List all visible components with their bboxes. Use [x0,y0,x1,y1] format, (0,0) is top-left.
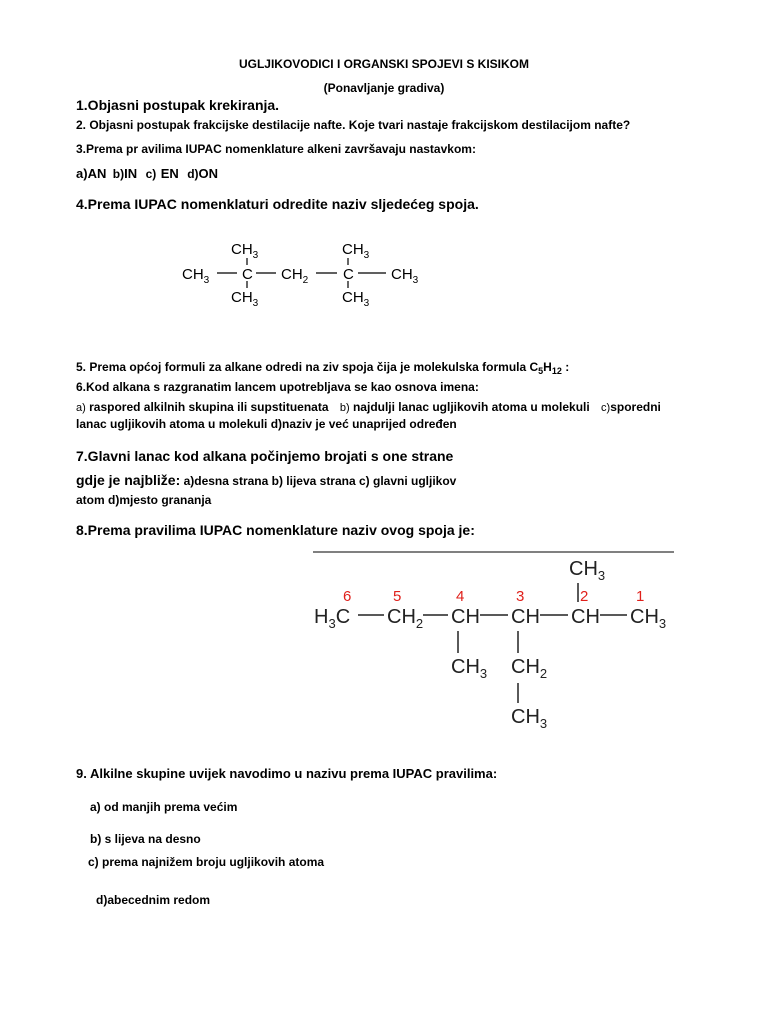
structure-2-ch-4: CH [451,606,480,628]
question-7-options: a)desna strana b) lijeva strana c) glavni ugljikov [180,474,457,488]
structure-1-left-ch3: $CH_3$ [182,266,210,286]
q3-option-c: EN [160,166,179,181]
q5-colon: : [561,360,570,374]
question-1: 1.Objasni postupak krekiranja. [76,97,280,113]
q9-option-b: b) s lijeva na desno [90,832,201,846]
q3-option-b-prefix: b) [112,167,125,181]
structure-2-ch-3: CH [511,606,540,628]
structure-2-h3c: $H_3C$ [314,606,351,631]
question-8: 8.Prema pravilima IUPAC nomenklature naziv ovog spoja je: [76,522,475,538]
carbon-number-2: 2 [580,588,589,605]
q9-option-a: a) od manjih prema većim [90,800,238,814]
structure-1-right-ch3: $CH_3$ [391,266,419,286]
q3-option-d-prefix: d) [187,167,199,181]
carbon-number-1: 1 [636,588,645,605]
question-3-options [76,165,218,183]
question-6-options-line1 [76,400,661,414]
q5-subscript-12: 12 [551,366,562,376]
q9-option-c: c) prema najnižem broju ugljikovih atoma [88,855,325,869]
page-subtitle: (Ponavljanje gradiva) [323,81,445,95]
question-6-options-line2: lanac ugljikovih atoma u molekuli d)naziv je već unaprijed određen [76,417,457,431]
question-7-line3: atom d)mjesto grananja [76,493,212,507]
structure-2-branch-ch3-end: $CH_3$ [511,706,548,730]
structure-2-ch3-end: $CH_3$ [630,606,667,631]
structure-1-ch2: $CH_2$ [281,266,309,286]
q3-option-a: AN [87,166,107,181]
q5-h: H [543,360,552,374]
structure-2-branch-ch2: $CH_2$ [511,656,548,681]
carbon-number-5: 5 [393,588,402,605]
structure-2-ch2: $CH_2$ [387,606,424,631]
carbon-number-3: 3 [516,588,525,605]
page-title: UGLJIKOVODICI I ORGANSKI SPOJEVI S KISIKOM [238,57,530,71]
question-5 [76,360,569,376]
structure-1-c-right: C [343,266,354,283]
structure-2-top-ch3: $CH_3$ [569,558,606,583]
question-2: 2. Objasni postupak frakcijske destilacije nafte. Koje tvari nastaje frakcijskom destilacijom nafte? [76,118,631,132]
structure-diagram-1 [170,236,430,312]
structure-1-bottom-left-ch3: $CH_3$ [231,289,259,309]
structure-1-c-left: C [242,266,253,283]
structure-1-top-right-ch3: $CH_3$ [342,241,370,261]
q3-option-b: IN [124,166,138,181]
q6-option-a: raspored alkilnih skupina ili supstituenata [85,400,329,414]
question-4: 4.Prema IUPAC nomenklaturi odredite naziv sljedećeg spoja. [76,196,479,212]
question-7-line1: 7.Glavni lanac kod alkana počinjemo brojati s one strane [76,448,454,464]
structure-diagram-2 [300,545,680,730]
question-9: 9. Alkilne skupine uvijek navodimo u nazivu prema IUPAC pravilima: [76,766,498,781]
question-7-line2 [76,472,456,490]
q3-option-a-prefix: a) [76,166,88,181]
question-6: 6.Kod alkana s razgranatim lancem upotrebljava se kao osnova imena: [76,380,479,394]
q6-option-c-prefix: c) [601,402,611,414]
q6-option-b-prefix: b) [339,402,350,414]
structure-1-bottom-right-ch3: $CH_3$ [342,289,370,309]
question-5-text: 5. Prema općoj formuli za alkane odredi na ziv spoja čija je molekulska formula C [76,360,539,374]
carbon-number-6: 6 [343,588,352,605]
carbon-number-4: 4 [456,588,465,605]
question-7-lead: gdje je najbliže: [76,472,181,488]
structure-2-ch-2: CH [571,606,600,628]
structure-2-carbon-numbers [343,588,644,605]
structure-1-top-left-ch3: $CH_3$ [231,241,259,261]
q6-option-c: sporedni [610,400,661,414]
q6-option-b: najdulji lanac ugljikovih atoma u molekuli [349,400,590,414]
q9-option-d: d)abecednim redom [96,893,211,907]
q6-option-a-prefix: a) [76,402,86,414]
q3-option-d: ON [198,166,219,181]
q5-subscript-5: 5 [538,366,544,376]
q3-option-c-prefix: c) [145,167,157,181]
question-3: 3.Prema pr avilima IUPAC nomenklature alkeni završavaju nastavkom: [76,142,476,156]
structure-2-branch-ch3: $CH_3$ [451,656,488,681]
